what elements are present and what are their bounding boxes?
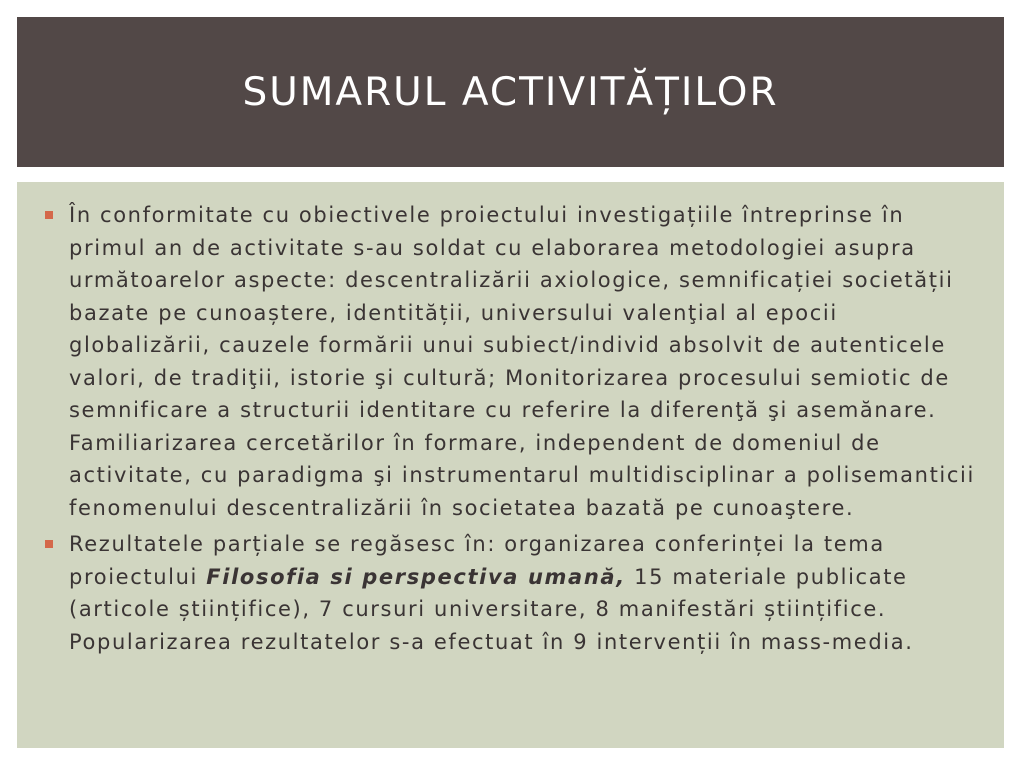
bullet-text-after: 15 materiale publicate (articole științifice), 7 cursuri universitare, 8 manifestări științifice. Popularizarea rezultatelor s-a efectuat în 9 intervenții în mass-media. [69,564,914,654]
bullet-list [43,199,982,658]
slide-title: SUMARUL ACTIVITĂȚILOR [242,69,779,115]
bullet-text-before: Rezultatele parțiale se regăsesc în: organizarea conferinței la tema proiectului [69,532,885,589]
bullet-item-objectives [43,199,982,524]
title-bar [17,17,1004,167]
content-box [17,182,1004,748]
square-bullet-icon [45,211,53,219]
square-bullet-icon [45,540,53,548]
bullet-item-results [43,528,982,658]
conference-title: Filosofia si perspectiva umană, [206,564,626,589]
bullet-text: În conformitate cu obiectivele proiectului investigațiile întreprinse în primul an de activitate s-au soldat cu elaborarea metodologiei asupra următoarelor aspecte: descentralizării axiologice, semnificației societății bazate pe cunoaștere, identității, universului valenţial al epocii globalizării, cauzele formării unui subiect/individ absolvit de autenticele valori, de tradiţii, istorie şi cultură; Monitorizarea procesului semiotic de semnificare a structurii identitare cu referire la diferenţă şi asemănare. Familiarizarea cercetărilor în formare, independent de domeniul de activitate, cu paradigma şi instrumentarul multidisciplinar a polisemanticii fenomenului descentralizării în societatea bazată pe cunoaştere. [69,203,975,520]
